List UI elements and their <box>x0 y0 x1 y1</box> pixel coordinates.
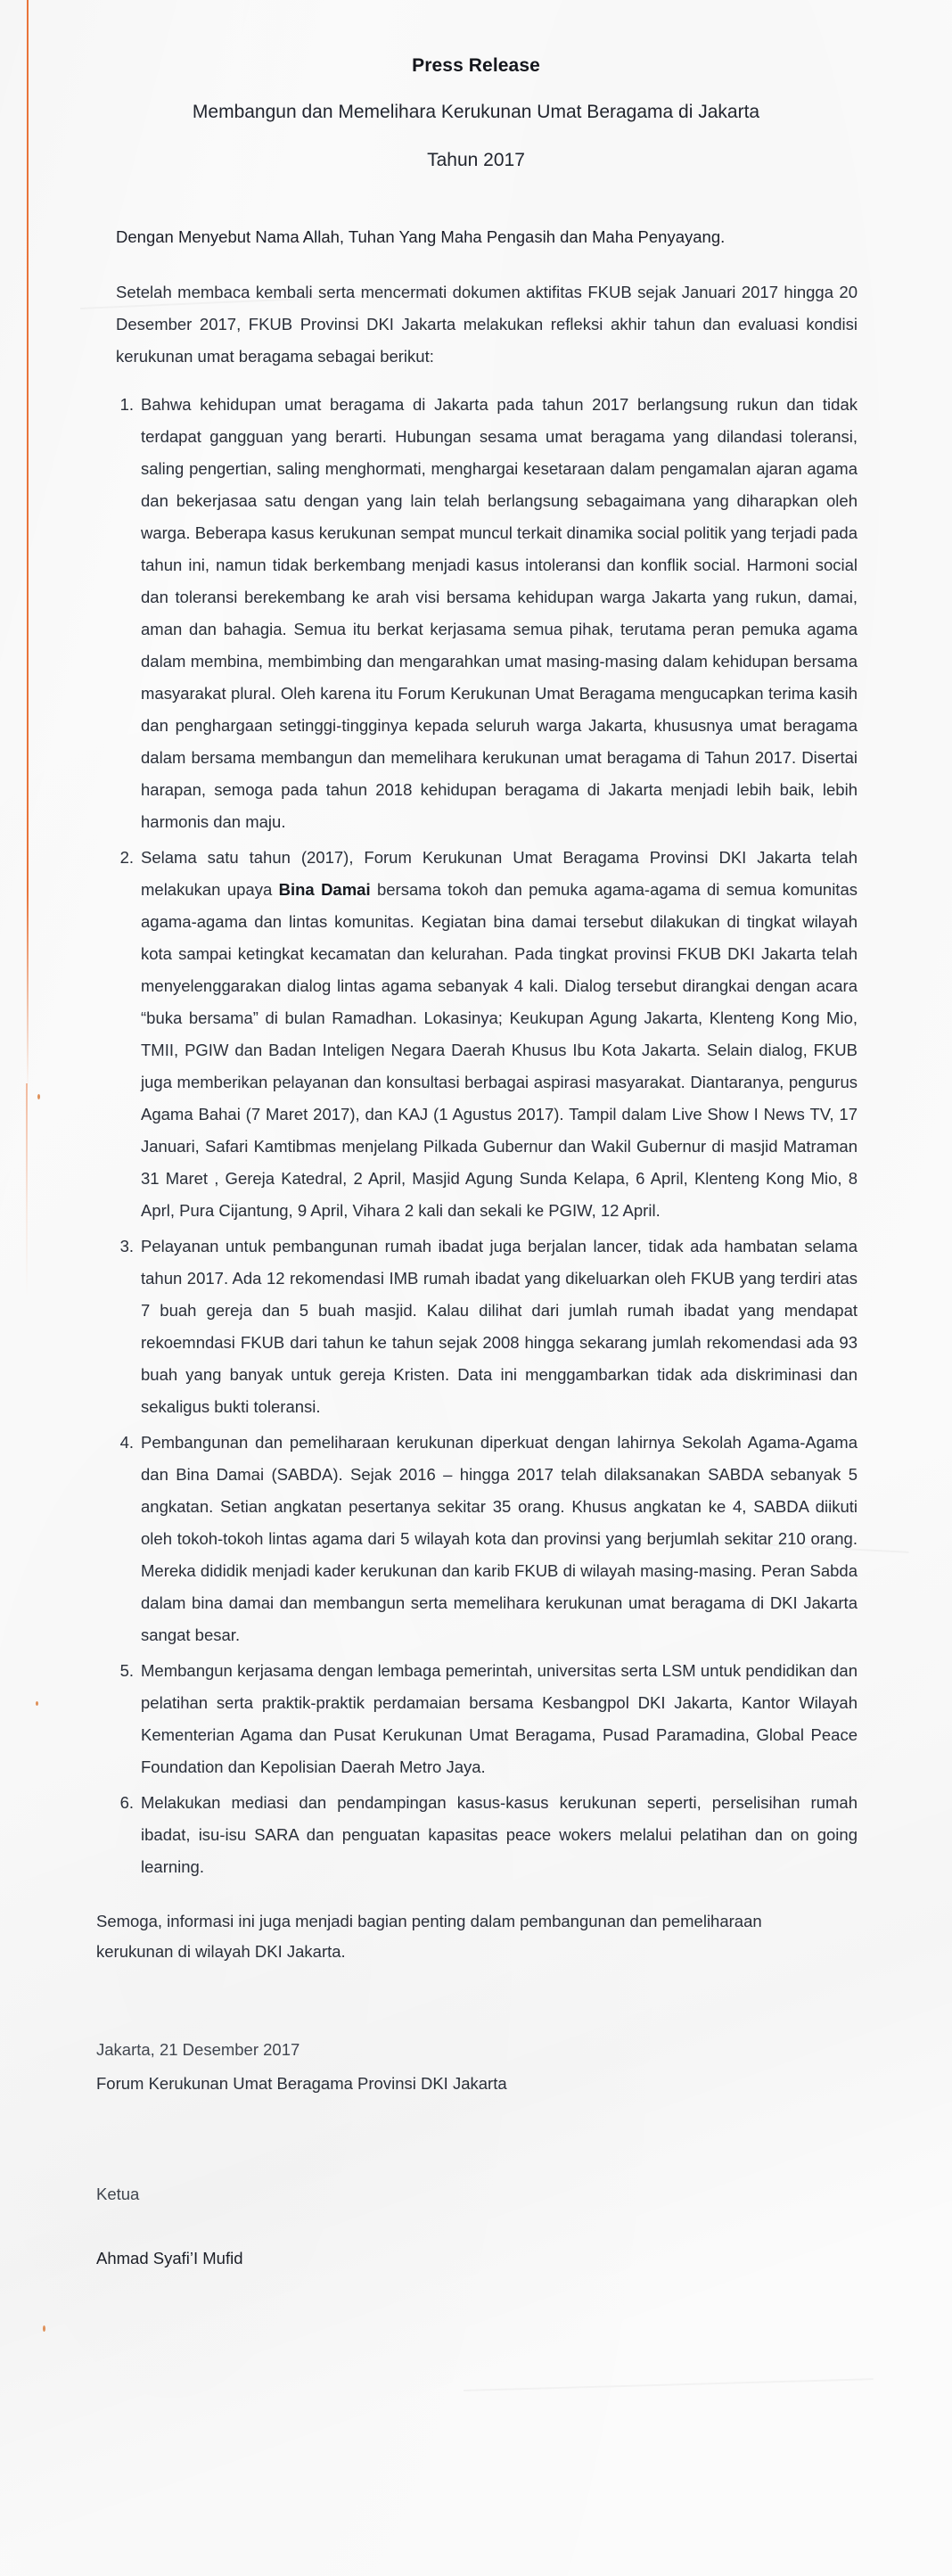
signature-place-date: Jakarta, 21 Desember 2017 <box>96 2040 300 2059</box>
list-item-marker: 6. <box>119 1793 134 1812</box>
list-item-marker: 4. <box>119 1433 134 1452</box>
list-item <box>70 1230 882 1423</box>
numbered-items-list <box>70 389 882 1883</box>
list-item-text: Pembangunan dan pemeliharaan kerukunan diperkuat dengan lahirnya Sekolah Agama-Agama dan Bina Damai (SABDA). Sejak 2016 – hingga 2017 telah dilaksanakan SABDA sebanyak 5 angkatan. Setian angkatan pesertanya sekitar 35 orang. Khusus angkatan ke 4, SABDA diikuti oleh tokoh-tokoh lintas agama dari 5 wilayah kota dan provinsi yang berjumlah sekitar 210 orang. Mereka dididik menjadi kader kerukunan dan karib FKUB di wilayah masing-masing. Peran Sabda dalam bina damai dan membangun serta memelihara kerukunan umat beragama di DKI Jakarta sangat besar. <box>141 1433 858 1644</box>
list-item <box>70 1787 882 1883</box>
list-item-marker: 2. <box>119 848 134 867</box>
list-item-text: Pelayanan untuk pembangunan rumah ibadat juga berjalan lancer, tidak ada hambatan selama tahun 2017. Ada 12 rekomendasi IMB rumah ibadat yang dikeluarkan oleh FKUB yang terdiri atas 7 buah gereja dan 5 buah masjid. Kalau dilihat dari jumlah rumah ibadat yang mendapat rekoemndasi FKUB dari tahun ke tahun sejak 2008 hingga sekarang jumlah rekomendasi ada 93 buah yang banyak untuk gereja Kristen. Data ini menggambarkan tidak ada diskriminasi dan sekaligus bukti toleransi. <box>141 1237 858 1416</box>
emphasis-bina-damai: Bina Damai <box>278 880 371 899</box>
signature-organization: Forum Kerukunan Umat Beragama Provinsi DKI Jakarta <box>96 2074 507 2093</box>
scan-speck <box>43 2325 45 2332</box>
list-item-text-before-emphasis: Selama satu tahun (2017), Forum Kerukunan Umat Beragama Provinsi DKI Jakarta telah melakukan upaya <box>141 848 858 899</box>
list-item-text: Melakukan mediasi dan pendampingan kasus-kasus kerukunan seperti, perselisihan rumah ibadat, isu-isu SARA dan penguatan kapasitas peace wokers melalui pelatihan dan on going learning. <box>141 1793 858 1876</box>
list-item-marker: 3. <box>119 1237 134 1255</box>
list-item-text: Bahwa kehidupan umat beragama di Jakarta pada tahun 2017 berlangsung rukun dan tidak terdapat gangguan yang berarti. Hubungan sesama umat beragama yang dilandasi toleransi, saling pengertian, saling menghormati, menghargai kesetaraan dalam pengamalan ajaran agama dan bekerjasaa satu dengan yang lain telah berlangsung sebagaimana yang diharapkan oleh warga. Beberapa kasus kerukunan sempat muncul terkait dinamika social politik yang terjadi pada tahun ini, namun tidak berkembang menjadi kasus intoleransi dan konflik social. Harmoni social dan toleransi berekembang ke arah visi bersama kehidupan warga Jakarta yang rukun, damai, aman dan bahagia. Semua itu berkat kerjasama semua pihak, terutama peran pemuka agama dalam membina, membimbing dan mengarahkan umat masing-masing dalam kehidupan bersama masyarakat plural. Oleh karena itu Forum Kerukunan Umat Beragama mengucapkan terima kasih dan penghargaan setinggi-tingginya kepada seluruh warga Jakarta, khususnya umat beragama dalam bersama membangun dan memelihara kerukunan umat beragama di Tahun 2017. Disertai harapan, semoga pada tahun 2018 kehidupan beragama di Jakarta menjadi lebih baik, lebih harmonis dan maju. <box>141 395 858 831</box>
paper-crease <box>464 2378 874 2391</box>
list-item-text-after-emphasis: bersama tokoh dan pemuka agama-agama di semua komunitas agama-agama dan lintas komunitas. Kegiatan bina damai tersebut dilakukan di tingkat wilayah kota sampai ketingkat kecamatan dan kelurahan. Pada tingkat provinsi FKUB DKI Jakarta telah menyelenggarakan dialog lintas agama sebanyak 4 kali. Dialog tersebut dirangkai dengan acara “buka bersama” di bulan Ramadhan. Lokasinya; Keukupan Agung Jakarta, Klenteng Kong Mio, TMII, PGIW dan Badan Inteligen Negara Daerah Khusus Ibu Kota Jakarta. Selain dialog, FKUB juga memberikan pelayanan dan konsultasi berbagai aspirasi masyarakat. Diantaranya, pengurus Agama Bahai (7 Maret 2017), dan KAJ (1 Agustus 2017). Tampil dalam Live Show I News TV, 17 Januari, Safari Kamtibmas menjelang Pilkada Gubernur dan Wakil Gubernur di masjid Matraman 31 Maret , Gereja Katedral, 2 April, Masjid Agung Sunda Kelapa, 6 April, Klenteng Kong Mio, 8 Aprl, Pura Cijantung, 9 April, Vihara 2 kali dan sekali ke PGIW, 12 April. <box>141 880 858 1220</box>
signature-name: Ahmad Syafi’I Mufid <box>96 2249 243 2267</box>
document-subtitle: Membangun dan Memelihara Kerukunan Umat Beragama di Jakarta <box>192 102 760 122</box>
bismillah-line: Dengan Menyebut Nama Allah, Tuhan Yang Maha Pengasih dan Maha Penyayang. <box>116 227 726 246</box>
signature-role: Ketua <box>96 2185 140 2203</box>
signature-block <box>70 2033 882 2276</box>
list-item <box>70 1427 882 1651</box>
list-item-marker: 5. <box>119 1661 134 1680</box>
page-title: Press Release <box>412 55 540 76</box>
list-item <box>70 389 882 838</box>
list-item-text: Membangun kerjasama dengan lembaga pemerintah, universitas serta LSM untuk pendidikan dan pelatihan serta praktik-praktik perdamaian bersama Kesbangpol DKI Jakarta, Kantor Wilayah Kementerian Agama dan Pusat Kerukunan Umat Beragama, Pusad Paramadina, Global Peace Foundation dan Kepolisian Daerah Metro Jaya. <box>141 1661 858 1776</box>
list-item <box>70 1655 882 1783</box>
closing-paragraph: Semoga, informasi ini juga menjadi bagian penting dalam pembangunan dan pemeliharaan kerukunan di wilayah DKI Jakarta. <box>96 1912 762 1961</box>
preamble-paragraph: Setelah membaca kembali serta mencermati dokumen aktifitas FKUB sejak Januari 2017 hingga 20 Desember 2017, FKUB Provinsi DKI Jakarta melakukan refleksi akhir tahun dan evaluasi kondisi kerukunan umat beragama sebagai berikut: <box>116 283 858 366</box>
document-year: Tahun 2017 <box>427 150 525 170</box>
list-item-marker: 1. <box>119 395 134 414</box>
list-item <box>70 842 882 1227</box>
